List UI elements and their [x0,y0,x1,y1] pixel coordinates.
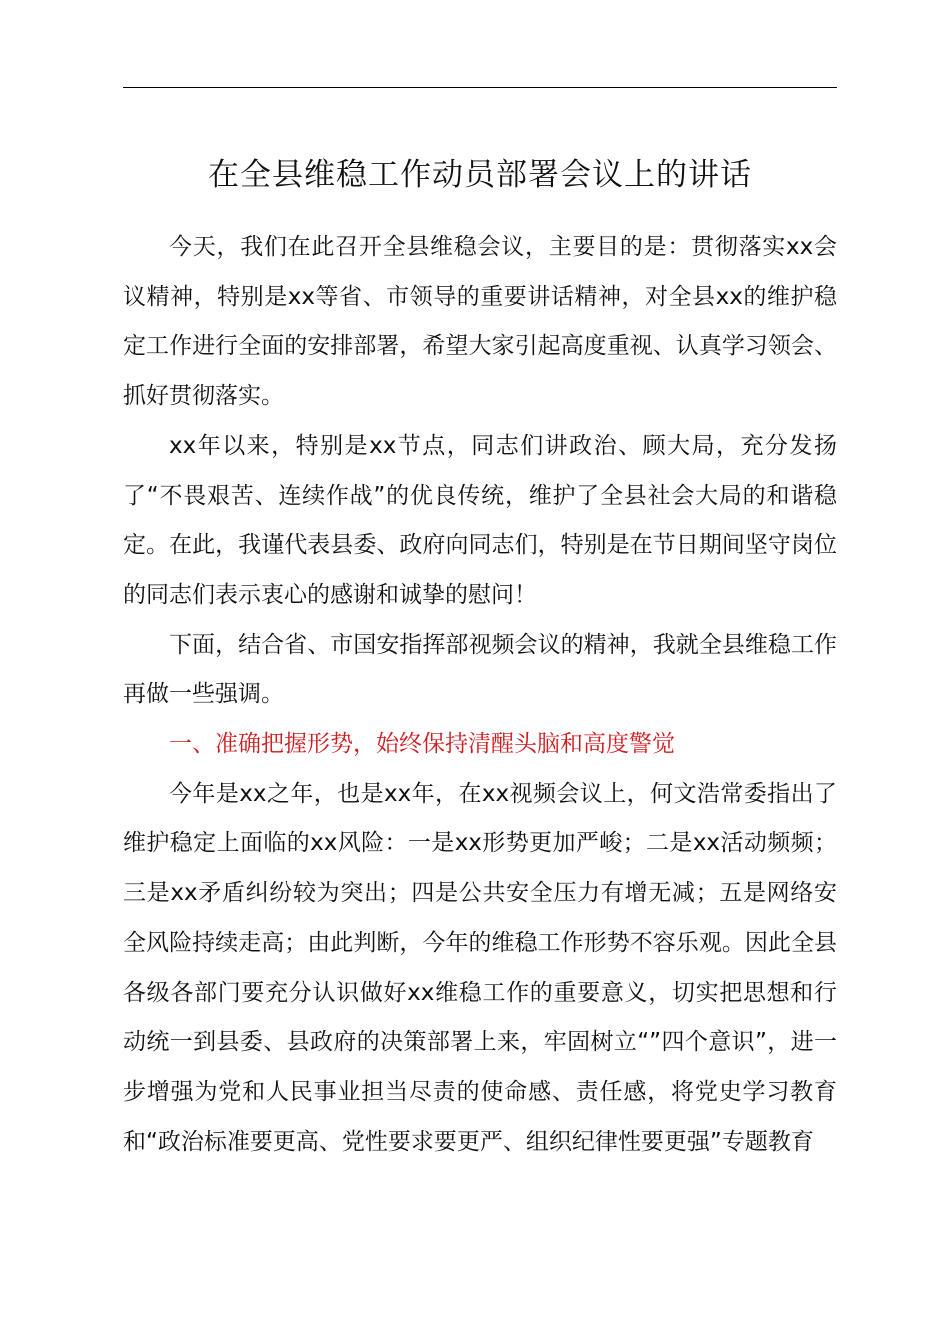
document-body [123,223,837,1167]
section-heading: 一、准确把握形势，始终保持清醒头脑和高度警觉 [169,731,675,758]
document-title: 在全县维稳工作动员部署会议上的讲话 [208,157,752,193]
paragraph-intro: 今天，我们在此召开全县维稳会议，主要目的是：贯彻落实xx会议精神，特别是xx等省、市领导的重要讲话精神，对全县xx的维护稳定工作进行全面的安排部署，希望大家引起高度重视、认真学习领会、抓好贯彻落实。 [123,234,837,410]
paragraph-thanks: xx年以来，特别是xx节点，同志们讲政治、顾大局，充分发扬了“不畏艰苦、连续作战”的优良传统，维护了全县社会大局的和谐稳定。在此，我谨代表县委、政府向同志们，特别是在节日期间坚守岗位的同志们表示衷心的感谢和诚挚的慰问！ [123,432,837,608]
paragraph-transition: 下面，结合省、市国安指挥部视频会议的精神，我就全县维稳工作再做一些强调。 [123,631,837,708]
paragraph-situation: 今年是xx之年，也是xx年，在xx视频会议上，何文浩常委指出了维护稳定上面临的xx风险：一是xx形势更加严峻；二是xx活动频频；三是xx矛盾纠纷较为突出；四是公共安全压力有增无减；五是网络安全风险持续走高；由此判断，今年的维稳工作形势不容乐观。因此全县各级各部门要充分认识做好xx维稳工作的重要意义，切实把思想和行动统一到县委、县政府的决策部署上来，牢固树立“”四个意识”，进一步增强为党和人民事业担当尽责的使命感、责任感，将党史学习教育和“政治标准要更高、党性要求要更严、组织纪律性要更强”专题教育 [123,780,837,1155]
header-rule [123,87,837,88]
